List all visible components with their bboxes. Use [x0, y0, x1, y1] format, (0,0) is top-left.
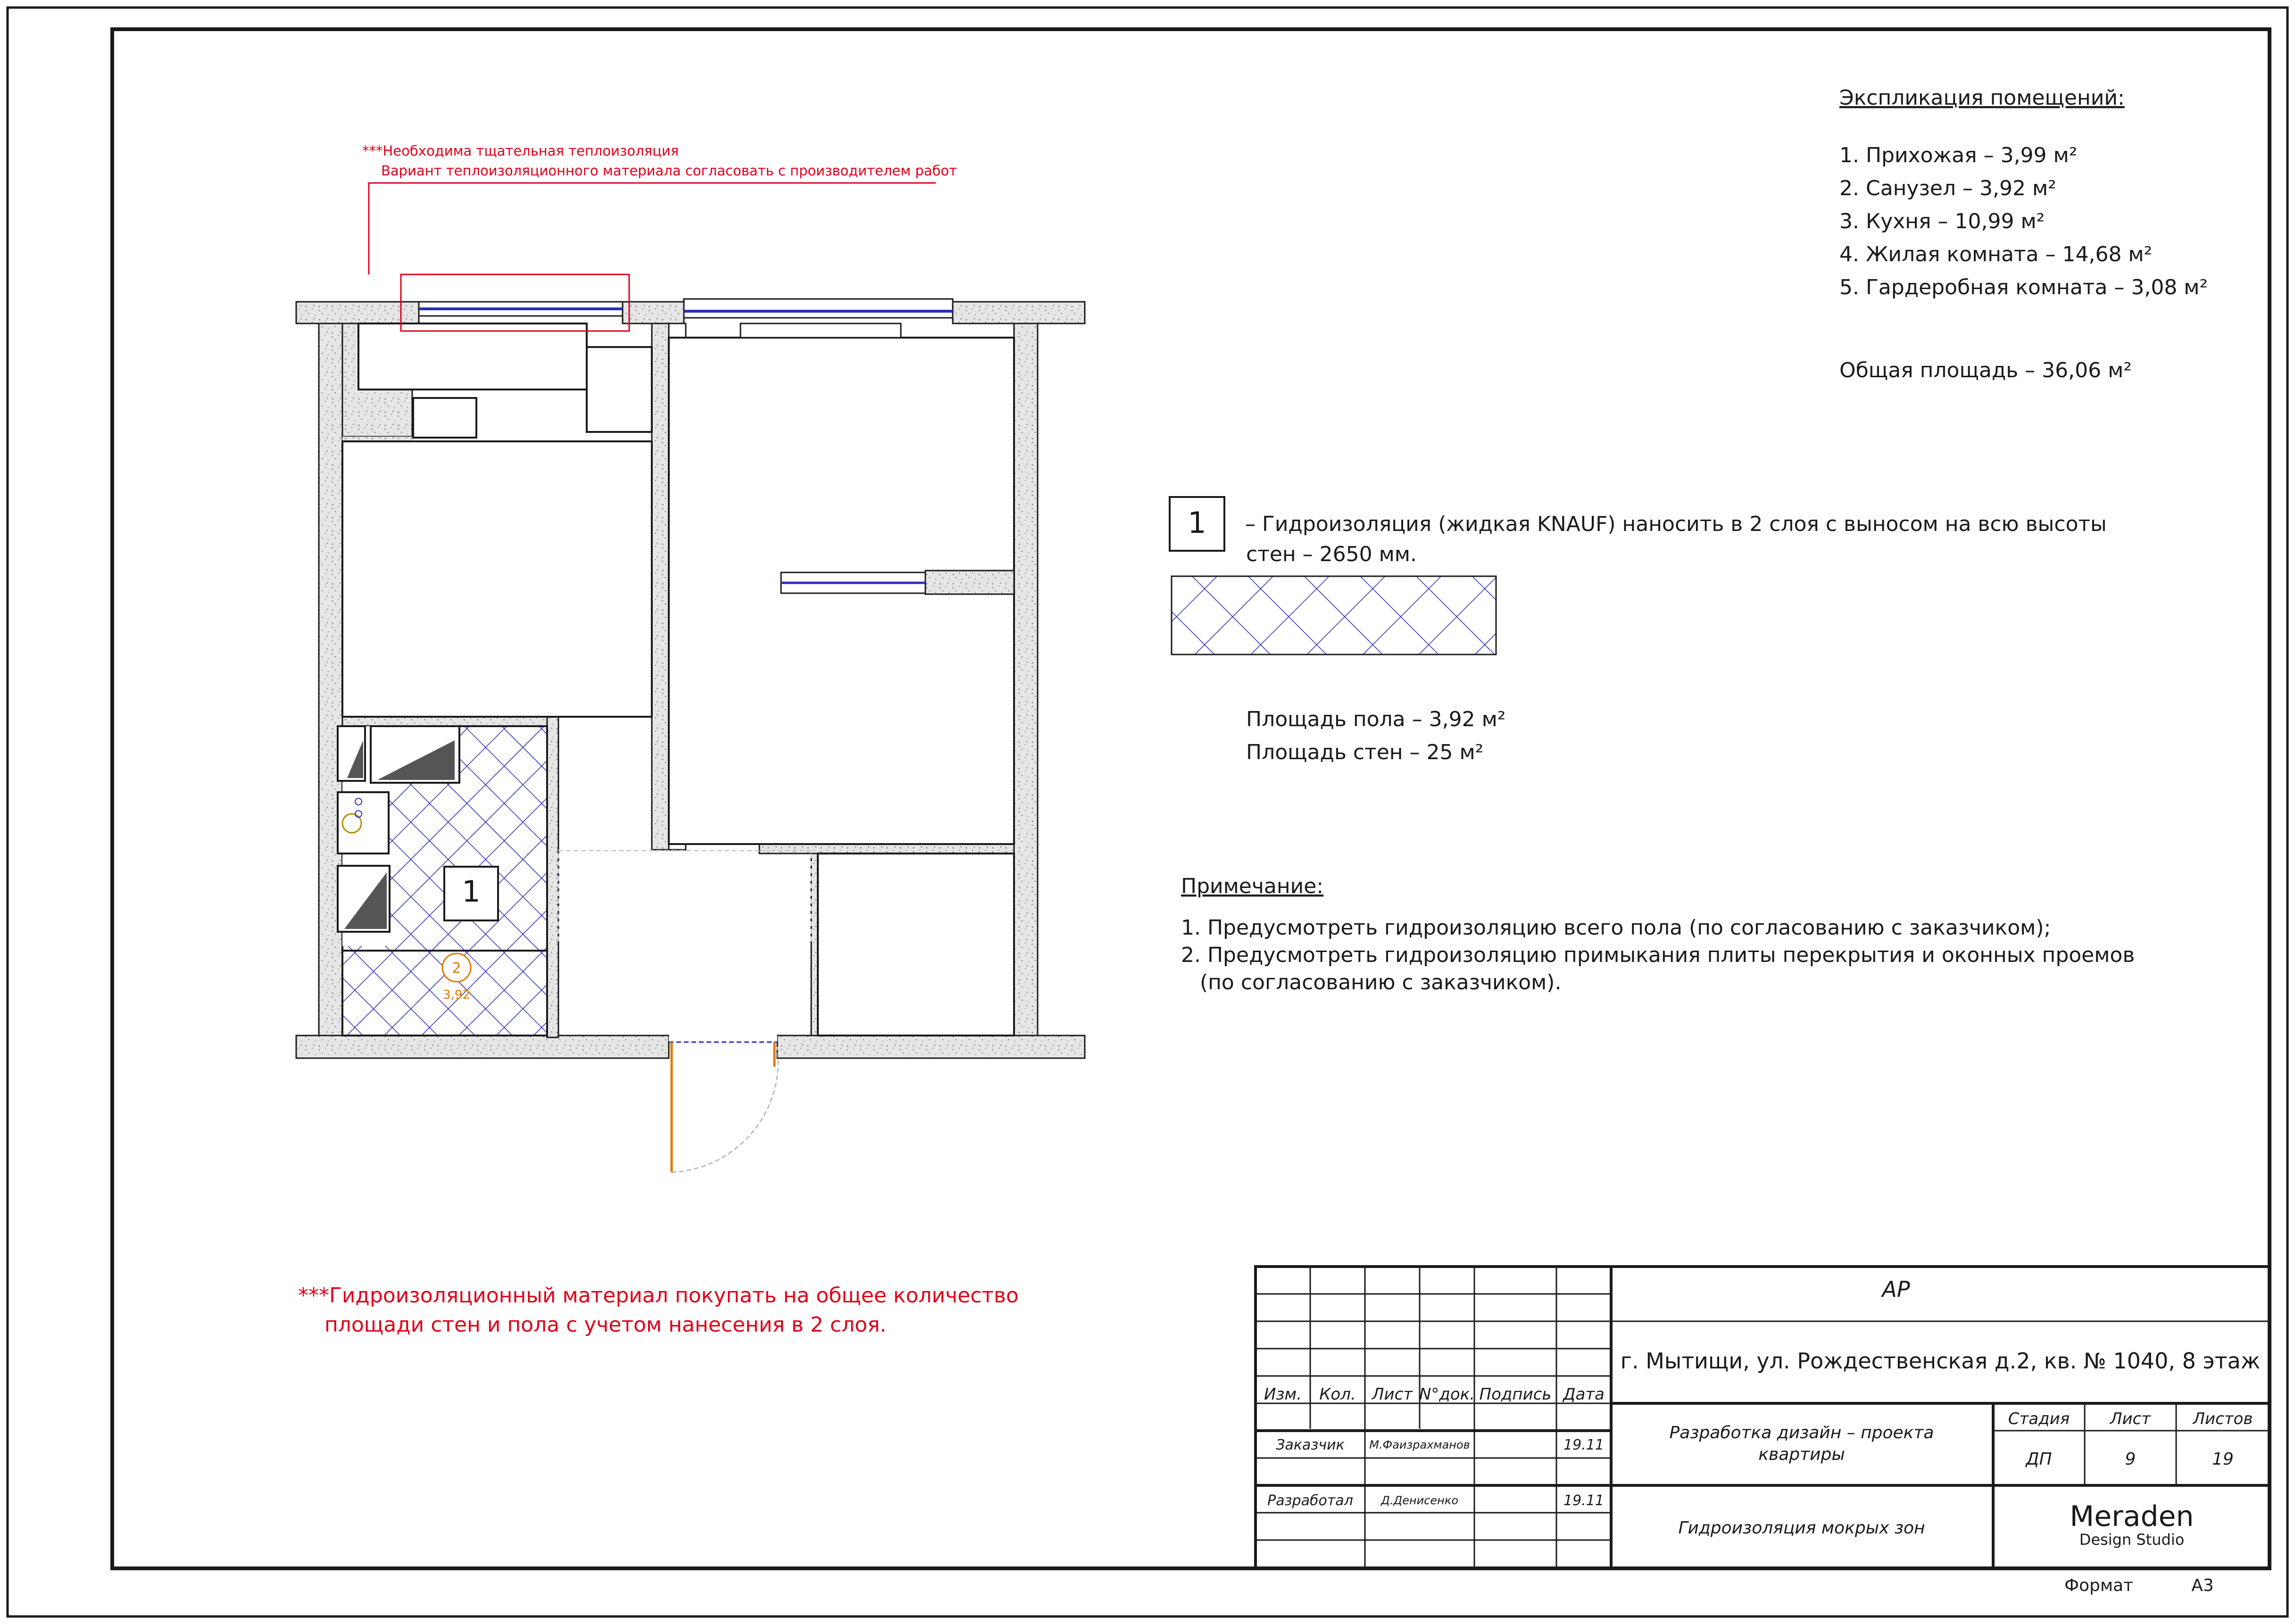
- tb-header-izm: Изм.: [1264, 1385, 1302, 1404]
- room-tag-number: 2: [452, 960, 461, 977]
- format-value: А3: [2191, 1576, 2214, 1595]
- insulation-leader: [369, 183, 936, 274]
- tb-sheets: 19: [2212, 1450, 2234, 1469]
- room-wardrobe: [818, 853, 1014, 1036]
- kitchen-partition: [925, 571, 1014, 594]
- legend-wall-area: Площадь стен – 25 м²: [1246, 740, 1484, 764]
- tb-stage-header: Стадия: [2008, 1409, 2070, 1428]
- brand-logo: Meraden: [2070, 1500, 2194, 1533]
- tb-sheet-title: Гидроизоляция мокрых зон: [1678, 1518, 1925, 1538]
- explication-room-5: 5. Гардеробная комната – 3,08 м²: [1839, 275, 2208, 299]
- explication-room-3: 3. Кухня – 10,99 м²: [1839, 209, 2045, 233]
- shaft-box: [413, 398, 476, 438]
- tb-code: АР: [1882, 1276, 1910, 1302]
- explication-title: Экспликация помещений:: [1839, 86, 2125, 110]
- format-label: Формат: [2064, 1576, 2134, 1595]
- tb-developer-date: 19.11: [1563, 1492, 1604, 1509]
- explication-room-2: 2. Санузел – 3,92 м²: [1839, 176, 2056, 200]
- notes-item-2: 2. Предусмотреть гидроизоляцию примыкания плиты перекрытия и оконных проемов: [1181, 943, 2135, 967]
- wall-top-middle: [623, 302, 684, 323]
- tb-stage: ДП: [2026, 1450, 2052, 1469]
- room-tag-area: 3,92: [443, 988, 470, 1002]
- tb-customer-label: Заказчик: [1276, 1437, 1345, 1453]
- tb-address: г. Мытищи, ул. Рождественская д.2, кв. № 1040, 8 этаж: [1620, 1348, 2261, 1374]
- explication-total: Общая площадь – 36,06 м²: [1839, 358, 2132, 382]
- legend-hatch-swatch: [1172, 576, 1496, 655]
- entry-niche: [358, 323, 587, 389]
- tb-customer-date: 19.11: [1563, 1437, 1604, 1453]
- tb-header-list: Лист: [1372, 1385, 1413, 1404]
- explication-room-4: 4. Жилая комната – 14,68 м²: [1839, 242, 2153, 266]
- tb-header-doc: N°док.: [1419, 1385, 1475, 1404]
- explication-room-1: 1. Прихожая – 3,99 м²: [1839, 143, 2078, 167]
- window-right: [684, 299, 953, 318]
- tb-project-line2: квартиры: [1758, 1445, 1845, 1464]
- tb-header-date: Дата: [1563, 1385, 1605, 1404]
- tb-header-kol: Кол.: [1319, 1385, 1356, 1404]
- legend-marker: 1: [1188, 505, 1206, 540]
- warning-bottom-line2: площади стен и пола с учетом нанесения в 2 слоя.: [324, 1313, 887, 1337]
- floor-plan: [296, 183, 1085, 1172]
- brand-logo-sub: Design Studio: [2079, 1531, 2185, 1549]
- wall-bottom-right: [777, 1036, 1085, 1058]
- notes-item-3: (по согласованию с заказчиком).: [1200, 970, 1562, 994]
- door-swing: [672, 1047, 778, 1172]
- window-sill: [740, 323, 901, 338]
- warning-top-line2: Вариант теплоизоляционного материала согласовать с производителем работ: [381, 163, 957, 179]
- tb-sheet: 9: [2125, 1450, 2136, 1469]
- bathroom-wall-top: [342, 717, 547, 726]
- partition-wardrobe: [759, 844, 1014, 853]
- door-gap: [669, 1036, 777, 1042]
- tb-header-sign: Подпись: [1479, 1385, 1552, 1404]
- notes-title: Примечание:: [1181, 874, 1324, 898]
- niche-right: [587, 347, 652, 432]
- partition-center: [652, 323, 669, 850]
- wall-top-right: [953, 302, 1085, 323]
- partition-wardrobe-v: [811, 853, 818, 1036]
- notes-item-1: 1. Предусмотреть гидроизоляцию всего пола (по согласованию с заказчиком);: [1181, 916, 2051, 940]
- tb-sheets-header: Листов: [2193, 1409, 2253, 1428]
- sink-box: [338, 792, 389, 853]
- tb-customer-name: М.Фаизрахманов: [1369, 1438, 1470, 1451]
- bathroom-wall-right: [547, 717, 558, 1037]
- wall-right: [1014, 323, 1038, 1036]
- tb-sheet-header: Лист: [2110, 1409, 2151, 1428]
- tb-project-line1: Разработка дизайн – проекта: [1669, 1423, 1934, 1442]
- tb-developer-name: Д.Денисенко: [1380, 1494, 1459, 1507]
- warning-top-line1: ***Необходима тщательная теплоизоляция: [362, 143, 679, 159]
- zone-marker: 1: [462, 874, 481, 909]
- warning-bottom-line1: ***Гидроизоляционный материал покупать на общее количество: [298, 1284, 1019, 1308]
- legend-line1: – Гидроизоляция (жидкая KNAUF) наносить в 2 слоя с выносом на всю высоты: [1245, 512, 2107, 536]
- legend-floor-area: Площадь пола – 3,92 м²: [1246, 707, 1506, 731]
- tb-developer-label: Разработал: [1267, 1492, 1353, 1509]
- room-hall: [342, 441, 652, 717]
- wall-bottom-left: [296, 1036, 669, 1058]
- legend-line2: стен – 2650 мм.: [1246, 542, 1417, 566]
